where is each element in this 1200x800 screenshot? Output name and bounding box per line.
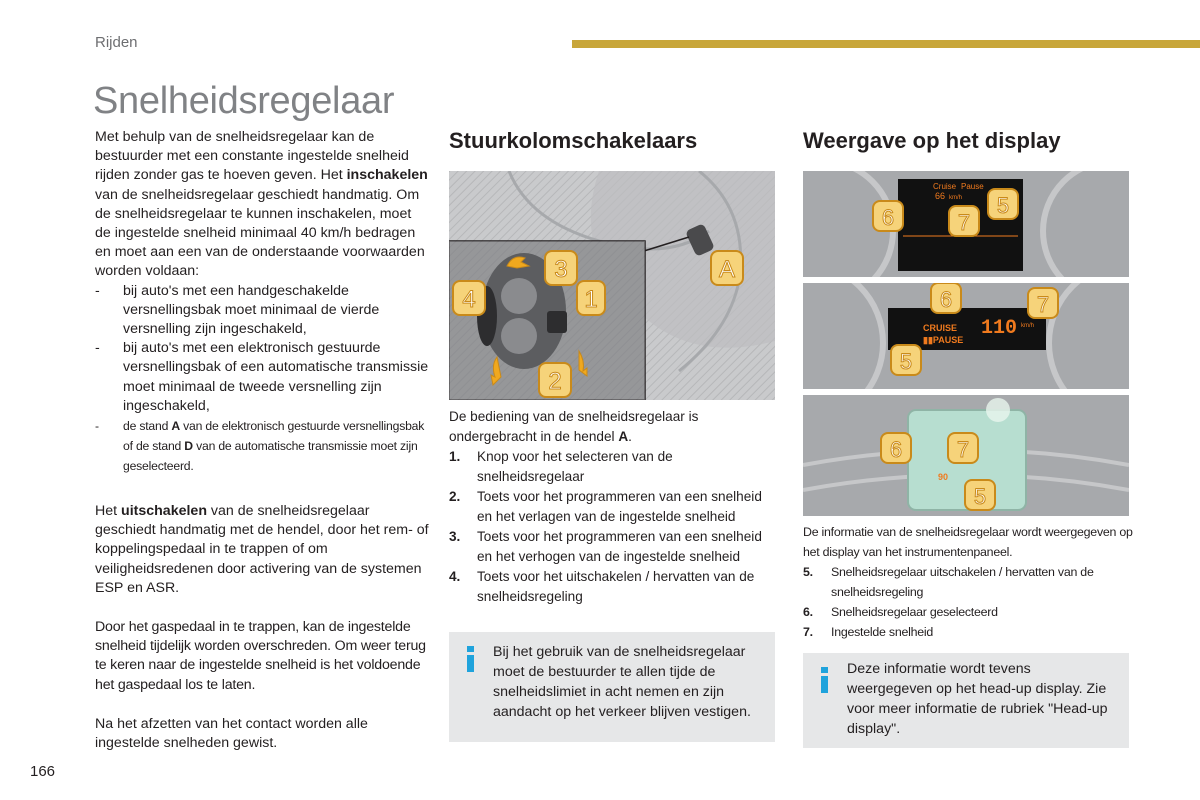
list-item: 7. Ingestelde snelheid (803, 625, 934, 639)
accelerator-paragraph: Door het gaspedaal in te trappen, kan de ingestelde snelheid tijdelijk worden overschreden. Om weer terug te keren naar de ingestelde snelheid is het voldoende het gaspedaal los te laten. (95, 619, 426, 693)
svg-text:3: 3 (554, 256, 568, 283)
list-item: 2. Toets voor het programmeren van een snelheid en het verlagen van de ingestelde snelheid (449, 489, 762, 524)
list-item: 5. Snelheidsregelaar uitschakelen / hervatten van de snelheidsregeling (803, 565, 1094, 599)
intro-text-start: Met behulp van de snelheidsregelaar kan de bestuurder met een constante ingestelde snelheid rijden zonder gas te hoeven geven. Het (95, 129, 409, 184)
info-text: Deze informatie wordt tevens weergegeven op het head-up display. Zie voor meer informatie de rubriek "Head-up display". (847, 661, 1108, 737)
svg-text:66: 66 (935, 191, 946, 201)
condition-item: - bij auto's met een handgeschakelde versnellingsbak moet minimaal de vierde versnelling zijn ingeschakeld, (95, 282, 430, 340)
left-column (95, 128, 430, 753)
right-caption: De informatie van de snelheidsregelaar wordt weergegeven op het display van het instrumentenpaneel. 5. Snelheidsregelaar uitschakelen / hervatten van de snelheidsregeling 6. Snelheidsregelaar geselecteerd 7. Ingestelde snelheid (803, 522, 1133, 642)
deactivate-paragraph: Het uitschakelen van de snelheidsregelaar geschiedt handmatig met de hendel, door het rem- of koppelingspedaal in te trappen of om veiligheidsredenen door activering van de systemen ESP en ASR. (95, 503, 429, 596)
head-up-display-image (803, 395, 1129, 516)
svg-text:5: 5 (899, 349, 913, 374)
callout-a-label: A (718, 256, 736, 283)
svg-text:7: 7 (957, 210, 971, 235)
intro-paragraph (95, 128, 430, 282)
svg-text:5: 5 (973, 484, 987, 509)
display-list (803, 562, 1133, 642)
section-label: Rijden (95, 34, 138, 51)
header-accent-bar (572, 40, 1200, 48)
steering-switches-heading: Stuurkolomschakelaars (449, 128, 698, 153)
callout-4 (453, 281, 485, 315)
svg-text:1: 1 (584, 286, 598, 313)
svg-text:CRUISE: CRUISE (923, 323, 958, 333)
list-item: 3. Toets voor het programmeren van een snelheid en het verhogen van de ingestelde snelheid (449, 529, 762, 564)
list-item: 4. Toets voor het uitschakelen / hervatten van de snelheidsregeling (449, 569, 755, 604)
svg-text:7: 7 (1036, 292, 1050, 317)
conditions-list (95, 282, 430, 476)
condition-item: - de stand A van de elektronisch gestuurde versnellingsbak of de stand D van de automatische transmissie moet zijn geselecteerd. (95, 416, 430, 476)
middle-caption: De bediening van de snelheidsregelaar is ondergebracht in de hendel A. 1. Knop voor het selecteren van de snelheidsregelaar 2. Toets voor het programmeren van een snelheid en het verlagen van de ingestelde snelheid 3. Toets voor het programmeren van een snelheid en het verhogen van de ingestelde snelheid 4. Toets voor het uitschakelen / hervatten van de snelheidsregeling (449, 407, 779, 607)
speed-limit-info-box (449, 632, 775, 742)
svg-text:6: 6 (881, 205, 895, 230)
info-text: Bij het gebruik van de snelheidsregelaar moet de bestuurder te allen tijde de snelheidslimiet in acht nemen en zijn aandacht op het verkeer blijven vestigen. (493, 644, 751, 720)
svg-text:5: 5 (996, 193, 1010, 218)
callout-1 (577, 281, 605, 315)
info-icon (467, 646, 475, 672)
list-item: 6. Snelheidsregelaar geselecteerd (803, 605, 998, 619)
svg-text:km/h: km/h (949, 195, 963, 201)
callout-2 (539, 363, 571, 397)
svg-text:110: 110 (981, 317, 1018, 340)
svg-text:6: 6 (889, 437, 903, 462)
svg-text:2: 2 (548, 368, 562, 395)
svg-text:7: 7 (956, 437, 970, 462)
svg-text:Cruise: Cruise (933, 182, 957, 191)
svg-text:90: 90 (938, 472, 949, 482)
svg-text:km/h: km/h (1021, 323, 1035, 329)
steering-switch-diagram (449, 171, 775, 400)
display-image-1 (803, 171, 1129, 277)
page-title: Snelheidsregelaar (93, 80, 395, 122)
list-item: 1. Knop voor het selecteren van de snelheidsregelaar (449, 449, 673, 484)
callout-3 (545, 251, 577, 285)
callout-a (711, 251, 743, 285)
condition-item: - bij auto's met een elektronisch gestuurde versnellingsbak of een automatische transmissie moet minimaal de tweede versnelling zijn ingeschakeld, (95, 339, 430, 416)
intro-bold: inschakelen (346, 167, 428, 184)
control-list (449, 447, 779, 607)
intro-text-end: van de snelheidsregelaar geschiedt handmatig. Om de snelheidsregelaar te kunnen inschakelen, moet de ingestelde snelheid minimaal 40 km/h bedragen en moet aan een van de onderstaande voorwaarden worden voldaan: (95, 186, 425, 280)
svg-text:Pause: Pause (961, 182, 984, 191)
display-heading: Weergave op het display (803, 128, 1061, 153)
svg-text:4: 4 (462, 286, 476, 313)
info-icon (821, 667, 829, 693)
svg-text:▮▮PAUSE: ▮▮PAUSE (923, 335, 964, 345)
display-image-2 (803, 283, 1129, 389)
head-up-info-box (803, 653, 1129, 748)
svg-text:6: 6 (939, 287, 953, 312)
page-number: 166 (30, 763, 56, 780)
ignition-paragraph: Na het afzetten van het contact worden alle ingestelde snelheden gewist. (95, 715, 368, 752)
